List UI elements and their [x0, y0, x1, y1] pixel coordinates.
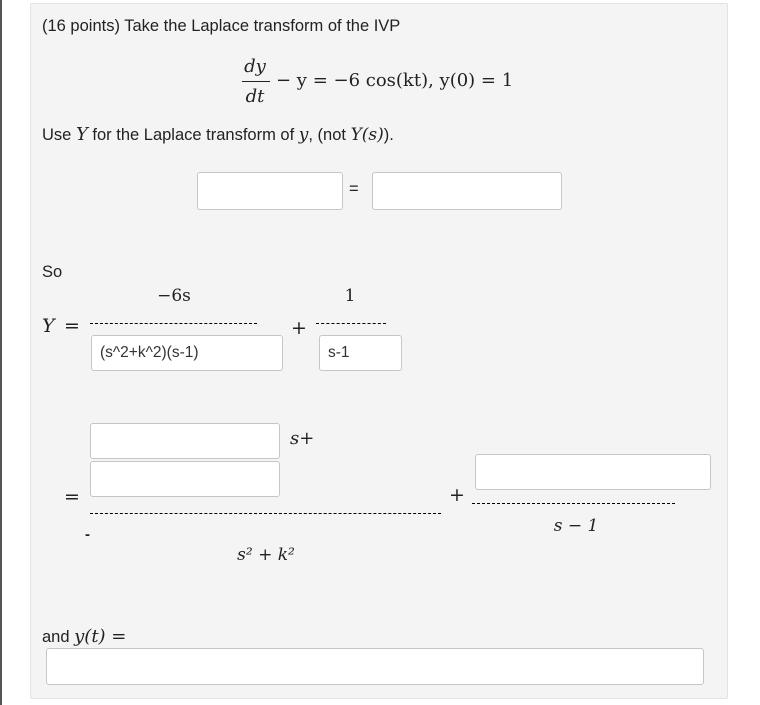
- page-left-edge: [0, 0, 2, 705]
- second-numerator-2-input[interactable]: [475, 454, 711, 490]
- coefficient-b-input[interactable]: [90, 461, 280, 497]
- transform-left-input[interactable]: [197, 172, 343, 210]
- transform-right-input[interactable]: [372, 172, 562, 210]
- ode-fraction-bar: [242, 81, 270, 82]
- y-numerator-1: −6s: [157, 286, 191, 306]
- so-label: So: [42, 263, 63, 281]
- second-denominator-1: s² + k²: [237, 545, 295, 565]
- answer-input[interactable]: [46, 648, 704, 685]
- ode-fraction-numerator: dy: [244, 56, 266, 77]
- second-fraction-bar-1: [90, 513, 441, 514]
- y-denominator-2-input[interactable]: [319, 335, 402, 371]
- y-denominator-1-input[interactable]: [91, 335, 283, 371]
- transform-equals-sign: =: [349, 180, 359, 198]
- ode-right-side: − y = −6 cos(kt), y(0) = 1: [276, 70, 514, 91]
- second-plus-sign: +: [449, 484, 465, 506]
- y-lhs: Y: [42, 315, 55, 337]
- s-plus-term: s+: [290, 428, 315, 449]
- y-numerator-2: 1: [344, 286, 356, 306]
- problem-panel: [30, 3, 728, 699]
- y-equals-sign: =: [64, 315, 80, 337]
- second-denominator-2: s − 1: [553, 516, 599, 536]
- ode-fraction-denominator: dt: [245, 86, 265, 107]
- y-plus-sign: +: [291, 317, 307, 339]
- second-fraction-bar-2: [472, 503, 675, 504]
- stray-minus-mark: -: [85, 526, 90, 543]
- laplace-note: Use Y for the Laplace transform of y, (not Y(s)).: [42, 124, 394, 145]
- y-fraction-bar-2: [316, 323, 386, 324]
- answer-label: and y(t) =: [42, 626, 127, 647]
- coefficient-a-input[interactable]: [90, 423, 280, 459]
- second-equals-sign: =: [64, 486, 80, 508]
- problem-intro: (16 points) Take the Laplace transform of the IVP: [42, 17, 401, 35]
- y-fraction-bar-1: [90, 323, 257, 324]
